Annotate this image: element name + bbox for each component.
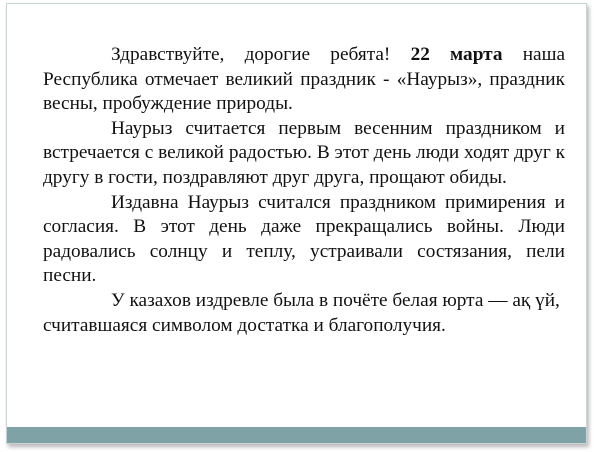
paragraph-text: Издавна Наурыз считался праздником примирения и согласия. В этот день даже прекращались войны. Люди радовались солнцу и теплу, устраивали состязания, пели песни. [43,191,565,287]
paragraph-first-spring-holiday [43,117,565,191]
greeting-text: Здравствуйте, дорогие ребята! [111,44,411,65]
paragraph-reconciliation [43,191,565,289]
date-highlight: 22 марта [410,44,503,65]
footer-bar [7,427,586,443]
slide-text-body [43,43,565,338]
paragraph-text: Наурыз считается первым весенним праздником и встречается с великой радостью. В этот день люди ходят друг к другу в гости, поздравляют друг друга, прощают обиды. [43,117,565,188]
holiday-intro-text: наша Республика отмечает великий праздник - «Наурыз», праздник весны, пробуждение природы. [43,44,566,115]
paragraph-text: У казахов издревле была в почёте белая юрта — ақ үй, считавшаяся символом достатка и благополучия. [43,289,560,336]
paragraph-greeting [43,43,565,117]
paragraph-white-yurt [43,289,565,338]
slide [6,3,587,444]
